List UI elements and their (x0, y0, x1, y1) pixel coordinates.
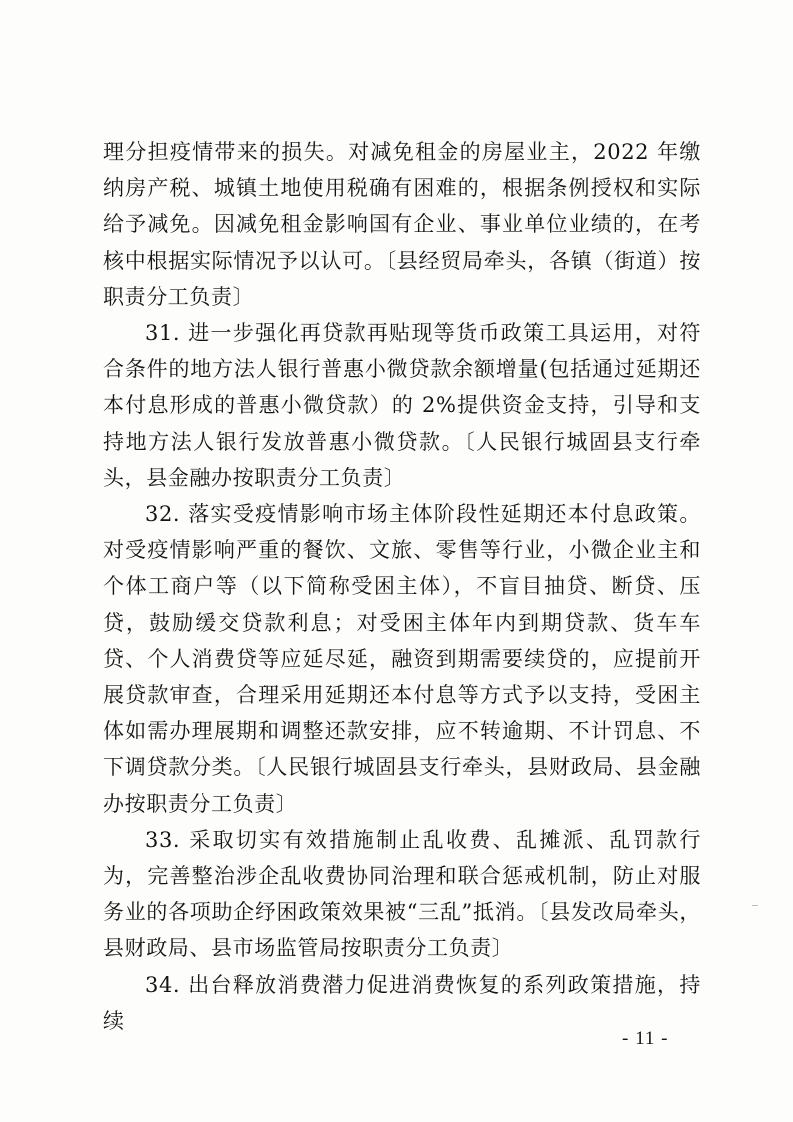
paragraph-item-34: 34. 出台释放消费潜力促进消费恢复的系列政策措施，持续 (103, 972, 701, 1033)
page-number: - 11 - (622, 1028, 669, 1049)
paragraph-continuation: 理分担疫情带来的损失。对减免租金的房屋业主，2022 年缴纳房产税、城镇土地使用税确有困难的，根据条例授权和实际给予减免。因减免租金影响国有企业、事业单位业绩的，在考核中根据实际情况予以认可。〔县经贸局牵头，各镇（街道）按职责分工负责〕 (103, 140, 701, 309)
paragraph-item-32: 32. 落实受疫情影响市场主体阶段性延期还本付息政策。对受疫情影响严重的餐饮、文旅、零售等行业，小微企业主和个体工商户等（以下简称受困主体），不盲目抽贷、断贷、压贷，鼓励缓交贷款利息；对受困主体年内到期贷款、货车车贷、个人消费贷等应延尽延，融资到期需要续贷的，应提前开展贷款审查，合理采用延期还本付息等方式予以支持，受困主体如需办理展期和调整还款安排，应不转逾期、不计罚息、不下调贷款分类。〔人民银行城固县支行牵头，县财政局、县金融办按职责分工负责〕 (103, 502, 701, 816)
document-body (103, 134, 701, 1039)
paragraph-item-31: 31. 进一步强化再贷款再贴现等货币政策工具运用，对符合条件的地方法人银行普惠小微贷款余额增量(包括通过延期还本付息形成的普惠小微贷款）的 2%提供资金支持，引导和支持地方法人银行发放普惠小微贷款。〔人民银行城固县支行牵头，县金融办按职责分工负责〕 (103, 321, 701, 490)
paragraph-item-33: 33. 采取切实有效措施制止乱收费、乱摊派、乱罚款行为，完善整治涉企乱收费协同治理和联合惩戒机制，防止对服务业的各项助企纾困政策效果被“三乱”抵消。〔县发改局牵头，县财政局、县市场监管局按职责分工负责〕 (103, 827, 701, 961)
scan-speck (752, 905, 758, 906)
